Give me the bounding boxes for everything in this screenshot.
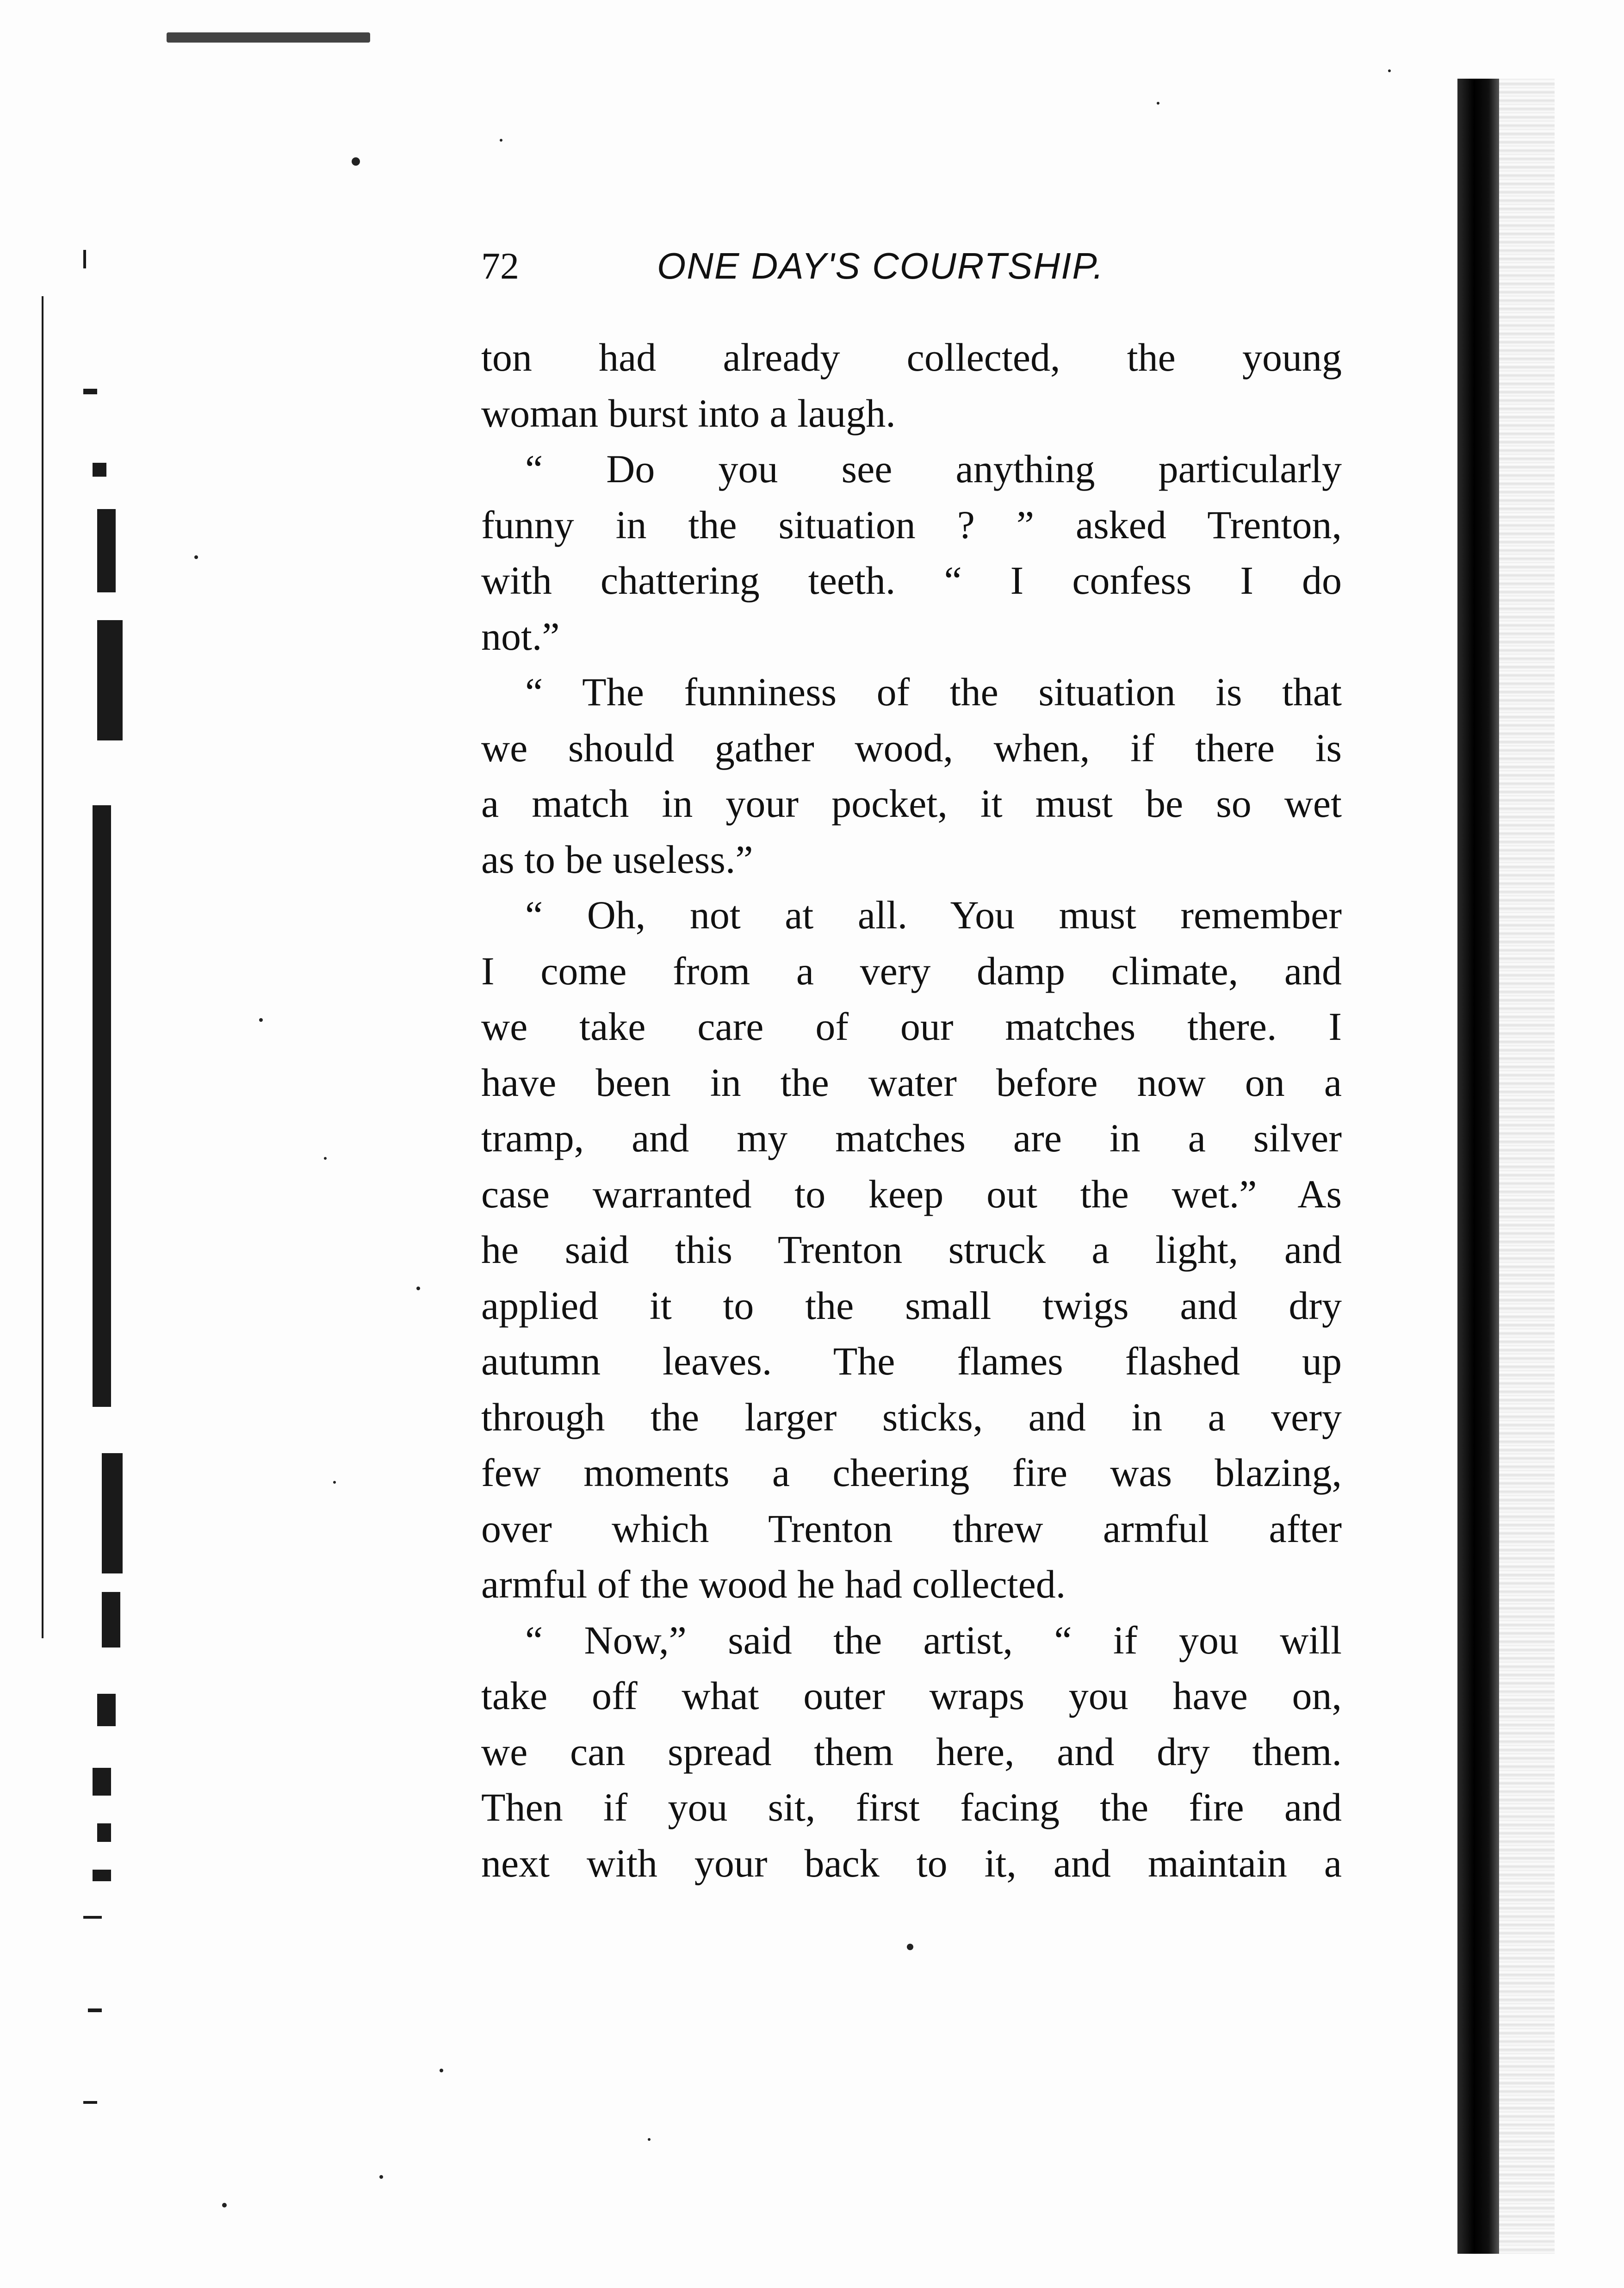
text-line: “ Do you see anything particularly xyxy=(525,447,1342,491)
text-line: armful of the wood he had collected. xyxy=(481,1562,1066,1606)
binding-edge-left xyxy=(83,111,153,2221)
text-line: case warranted to keep out the wet.” As xyxy=(481,1171,1342,1216)
scan-speck xyxy=(333,1481,336,1484)
text-line: next with your back to it, and maintain a xyxy=(481,1840,1342,1885)
page-header xyxy=(481,241,1342,292)
text-line: “ Oh, not at all. You must remember xyxy=(525,893,1342,937)
scan-speck xyxy=(194,555,198,559)
binding-mark xyxy=(97,1823,111,1842)
page-edge-right xyxy=(1499,79,1555,2254)
text-line: we can spread them here, and dry them. xyxy=(481,1729,1342,1774)
text-line: applied it to the small twigs and dry xyxy=(481,1283,1342,1328)
scan-speck xyxy=(379,2175,383,2179)
binding-mark xyxy=(93,463,106,477)
scan-speck xyxy=(1388,69,1391,72)
binding-mark xyxy=(97,1694,116,1726)
binding-mark xyxy=(42,296,43,1638)
text-line: woman burst into a laugh. xyxy=(481,391,896,435)
binding-mark xyxy=(83,250,86,268)
binding-mark xyxy=(102,1592,120,1648)
text-line: through the larger sticks, and in a very xyxy=(481,1394,1342,1439)
binding-mark xyxy=(83,1916,102,1919)
binding-mark xyxy=(97,620,123,740)
binding-mark xyxy=(97,509,116,592)
scan-speck xyxy=(222,2203,227,2207)
body-text xyxy=(481,330,1342,1891)
text-line: as to be useless.” xyxy=(481,837,753,882)
scan-speck xyxy=(416,1287,420,1290)
text-line: tramp, and my matches are in a silver xyxy=(481,1116,1342,1160)
binding-mark xyxy=(93,1768,111,1796)
scan-speck xyxy=(352,157,360,166)
text-line: take off what outer wraps you have on, xyxy=(481,1673,1342,1718)
text-line: “ Now,” said the artist, “ if you will xyxy=(525,1617,1342,1662)
text-line: few moments a cheering fire was blazing, xyxy=(481,1450,1342,1495)
page-number: 72 xyxy=(481,245,519,287)
spine-shadow-right xyxy=(1457,79,1499,2254)
binding-mark xyxy=(88,2008,102,2012)
text-line: over which Trenton threw armful after xyxy=(481,1506,1342,1551)
binding-mark xyxy=(93,1870,111,1881)
scan-speck xyxy=(648,2138,651,2141)
text-line: he said this Trenton struck a light, and xyxy=(481,1227,1342,1272)
binding-mark xyxy=(83,2101,97,2104)
text-line: not.” xyxy=(481,614,560,659)
running-title: ONE DAY'S COURTSHIP. xyxy=(657,245,1104,286)
text-line: autumn leaves. The flames flashed up xyxy=(481,1339,1342,1383)
scan-speck xyxy=(907,1944,913,1950)
text-line: with chattering teeth. “ I confess I do xyxy=(481,558,1342,603)
scan-smudge xyxy=(167,32,370,43)
text-line: have been in the water before now on a xyxy=(481,1060,1342,1105)
scan-speck xyxy=(500,139,502,142)
scan-speck xyxy=(440,2069,443,2072)
binding-mark xyxy=(83,389,97,394)
text-line: we should gather wood, when, if there is xyxy=(481,725,1342,770)
scan-speck xyxy=(1157,102,1159,105)
scan-speck xyxy=(259,1018,263,1022)
text-line: ton had already collected, the young xyxy=(481,335,1342,379)
binding-mark xyxy=(93,805,111,1407)
scan-speck xyxy=(324,1157,327,1160)
binding-mark xyxy=(102,1453,123,1573)
text-line: we take care of our matches there. I xyxy=(481,1004,1342,1049)
text-line: “ The funniness of the situation is that xyxy=(525,670,1342,714)
text-line: Then if you sit, first facing the fire and xyxy=(481,1785,1342,1829)
text-line: a match in your pocket, it must be so wet xyxy=(481,781,1342,826)
text-line: funny in the situation ? ” asked Trenton, xyxy=(481,502,1342,547)
text-line: I come from a very damp climate, and xyxy=(481,948,1342,993)
